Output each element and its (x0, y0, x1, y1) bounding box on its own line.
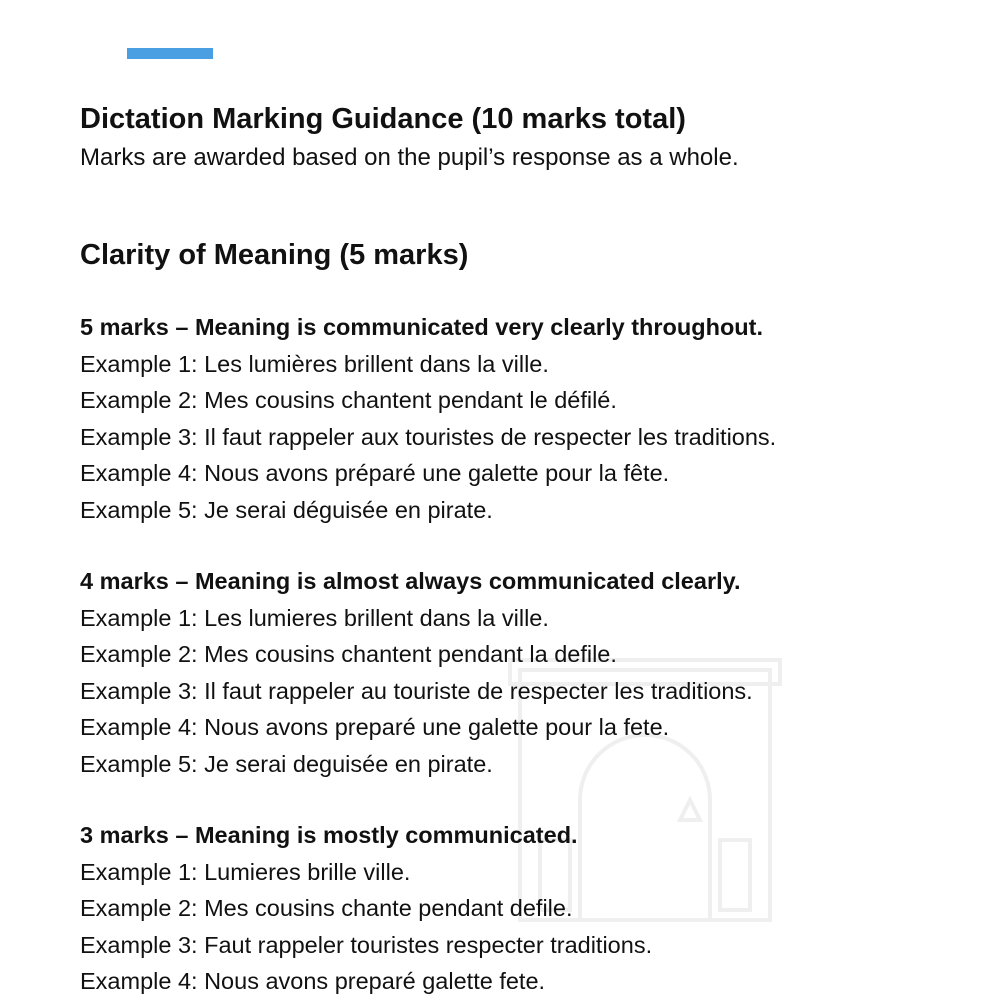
example-line: Example 4: Nous avons preparé galette fete. (80, 968, 546, 994)
marking-guidance-document (80, 100, 960, 1000)
band-heading: 4 marks – Meaning is almost always communicated clearly. (80, 568, 741, 594)
example-line: Example 2: Mes cousins chantent pendant la defile. (80, 641, 617, 667)
band-heading: 5 marks – Meaning is communicated very clearly throughout. (80, 314, 764, 340)
example-line: Example 1: Les lumières brillent dans la ville. (80, 350, 549, 377)
mark-band-4 (80, 563, 960, 782)
example-line: Example 1: Lumieres brille ville. (80, 858, 411, 885)
example-line: Example 1: Les lumieres brillent dans la ville. (80, 604, 549, 631)
example-line: Example 3: Il faut rappeler au touriste de respecter les traditions. (80, 677, 753, 704)
example-line: Example 5: Je serai deguisée en pirate. (80, 750, 493, 777)
page-title: Dictation Marking Guidance (10 marks total) (80, 103, 686, 135)
example-line: Example 4: Nous avons préparé une galette pour la fête. (80, 460, 670, 486)
section-heading-clarity: Clarity of Meaning (5 marks) (80, 239, 469, 271)
mark-band-5 (80, 309, 960, 528)
accent-bar (127, 48, 213, 59)
example-line: Example 4: Nous avons preparé une galette pour la fete. (80, 714, 670, 740)
band-heading: 3 marks – Meaning is mostly communicated. (80, 822, 578, 848)
page-subtitle: Marks are awarded based on the pupil’s response as a whole. (80, 144, 739, 171)
example-line: Example 2: Mes cousins chantent pendant le défilé. (80, 387, 617, 413)
example-line: Example 3: Faut rappeler touristes respecter traditions. (80, 931, 653, 958)
example-line: Example 2: Mes cousins chante pendant defile. (80, 895, 573, 921)
mark-band-3 (80, 817, 960, 1000)
example-line: Example 3: Il faut rappeler aux touristes de respecter les traditions. (80, 423, 777, 450)
example-line: Example 5: Je serai déguisée en pirate. (80, 496, 493, 523)
